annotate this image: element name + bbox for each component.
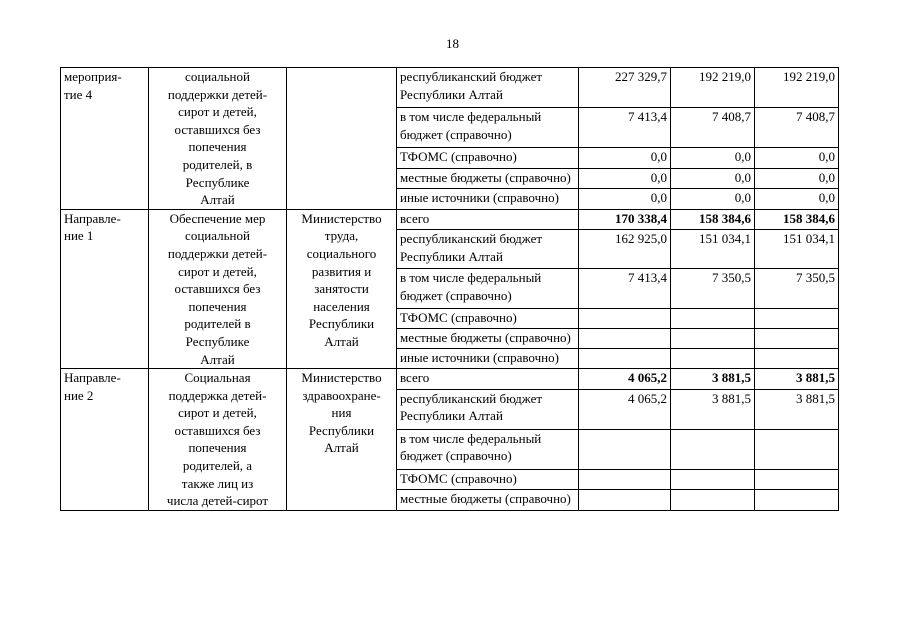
funding-source: республиканский бюджет Республики Алтай	[397, 229, 579, 268]
amount-year-3	[755, 490, 839, 511]
section-executor: Министерство труда, социального развития и занятости населения Республики Алтай	[287, 209, 397, 368]
amount-year-1	[579, 328, 671, 348]
funding-source: иные источники (справочно)	[397, 348, 579, 368]
amount-year-2: 3 881,5	[671, 389, 755, 429]
section-title: Социальная поддержка детей- сирот и детей, оставшихся без попечения родителей, а также лиц из числа детей-сирот	[149, 369, 287, 511]
amount-year-1: 0,0	[579, 148, 671, 169]
amount-year-2: 158 384,6	[671, 209, 755, 229]
amount-year-1	[579, 490, 671, 511]
budget-table	[60, 67, 839, 511]
section-code: Направле- ние 2	[61, 369, 149, 511]
funding-source: республиканский бюджет Республики Алтай	[397, 68, 579, 108]
amount-year-1	[579, 308, 671, 328]
amount-year-1	[579, 429, 671, 469]
amount-year-3	[755, 469, 839, 490]
amount-year-3: 0,0	[755, 168, 839, 189]
amount-year-3: 151 034,1	[755, 229, 839, 268]
amount-year-2: 151 034,1	[671, 229, 755, 268]
amount-year-1: 4 065,2	[579, 389, 671, 429]
amount-year-3: 0,0	[755, 189, 839, 210]
amount-year-2: 0,0	[671, 189, 755, 210]
amount-year-3: 192 219,0	[755, 68, 839, 108]
amount-year-3: 3 881,5	[755, 389, 839, 429]
amount-year-2	[671, 490, 755, 511]
section-code: Направле- ние 1	[61, 209, 149, 368]
funding-source: республиканский бюджет Республики Алтай	[397, 389, 579, 429]
amount-year-3: 3 881,5	[755, 369, 839, 390]
table-body	[61, 68, 839, 511]
section-code: мероприя- тие 4	[61, 68, 149, 210]
amount-year-3: 7 408,7	[755, 108, 839, 148]
amount-year-3: 0,0	[755, 148, 839, 169]
page-number: 18	[446, 36, 459, 51]
funding-source: иные источники (справочно)	[397, 189, 579, 210]
amount-year-2	[671, 348, 755, 368]
amount-year-2: 7 350,5	[671, 269, 755, 308]
amount-year-2	[671, 469, 755, 490]
amount-year-2: 3 881,5	[671, 369, 755, 390]
funding-source: в том числе федеральный бюджет (справочно)	[397, 429, 579, 469]
funding-source: ТФОМС (справочно)	[397, 148, 579, 169]
section-executor	[287, 68, 397, 210]
amount-year-3	[755, 348, 839, 368]
table-row	[61, 369, 839, 390]
amount-year-2: 0,0	[671, 148, 755, 169]
funding-source: всего	[397, 369, 579, 390]
funding-source: всего	[397, 209, 579, 229]
amount-year-1: 4 065,2	[579, 369, 671, 390]
section-executor: Министерство здравоохране- ния Республики Алтай	[287, 369, 397, 511]
amount-year-2	[671, 308, 755, 328]
funding-source: местные бюджеты (справочно)	[397, 490, 579, 511]
amount-year-3	[755, 429, 839, 469]
amount-year-2: 0,0	[671, 168, 755, 189]
amount-year-3	[755, 328, 839, 348]
funding-source: в том числе федеральный бюджет (справочно)	[397, 108, 579, 148]
amount-year-1: 0,0	[579, 168, 671, 189]
section-title: социальной поддержки детей- сирот и детей, оставшихся без попечения родителей, в Республике Алтай	[149, 68, 287, 210]
amount-year-1: 7 413,4	[579, 269, 671, 308]
funding-source: в том числе федеральный бюджет (справочно)	[397, 269, 579, 308]
amount-year-1: 227 329,7	[579, 68, 671, 108]
amount-year-3	[755, 308, 839, 328]
amount-year-2	[671, 429, 755, 469]
funding-source: ТФОМС (справочно)	[397, 308, 579, 328]
amount-year-2	[671, 328, 755, 348]
amount-year-1: 162 925,0	[579, 229, 671, 268]
amount-year-2: 192 219,0	[671, 68, 755, 108]
amount-year-1	[579, 348, 671, 368]
table-row	[61, 68, 839, 108]
amount-year-1	[579, 469, 671, 490]
section-title: Обеспечение мер социальной поддержки детей- сирот и детей, оставшихся без попечения родителей в Республике Алтай	[149, 209, 287, 368]
amount-year-1: 7 413,4	[579, 108, 671, 148]
amount-year-3: 7 350,5	[755, 269, 839, 308]
funding-source: местные бюджеты (справочно)	[397, 168, 579, 189]
amount-year-1: 0,0	[579, 189, 671, 210]
table-row	[61, 209, 839, 229]
amount-year-3: 158 384,6	[755, 209, 839, 229]
funding-source: ТФОМС (справочно)	[397, 469, 579, 490]
amount-year-1: 170 338,4	[579, 209, 671, 229]
funding-source: местные бюджеты (справочно)	[397, 328, 579, 348]
amount-year-2: 7 408,7	[671, 108, 755, 148]
